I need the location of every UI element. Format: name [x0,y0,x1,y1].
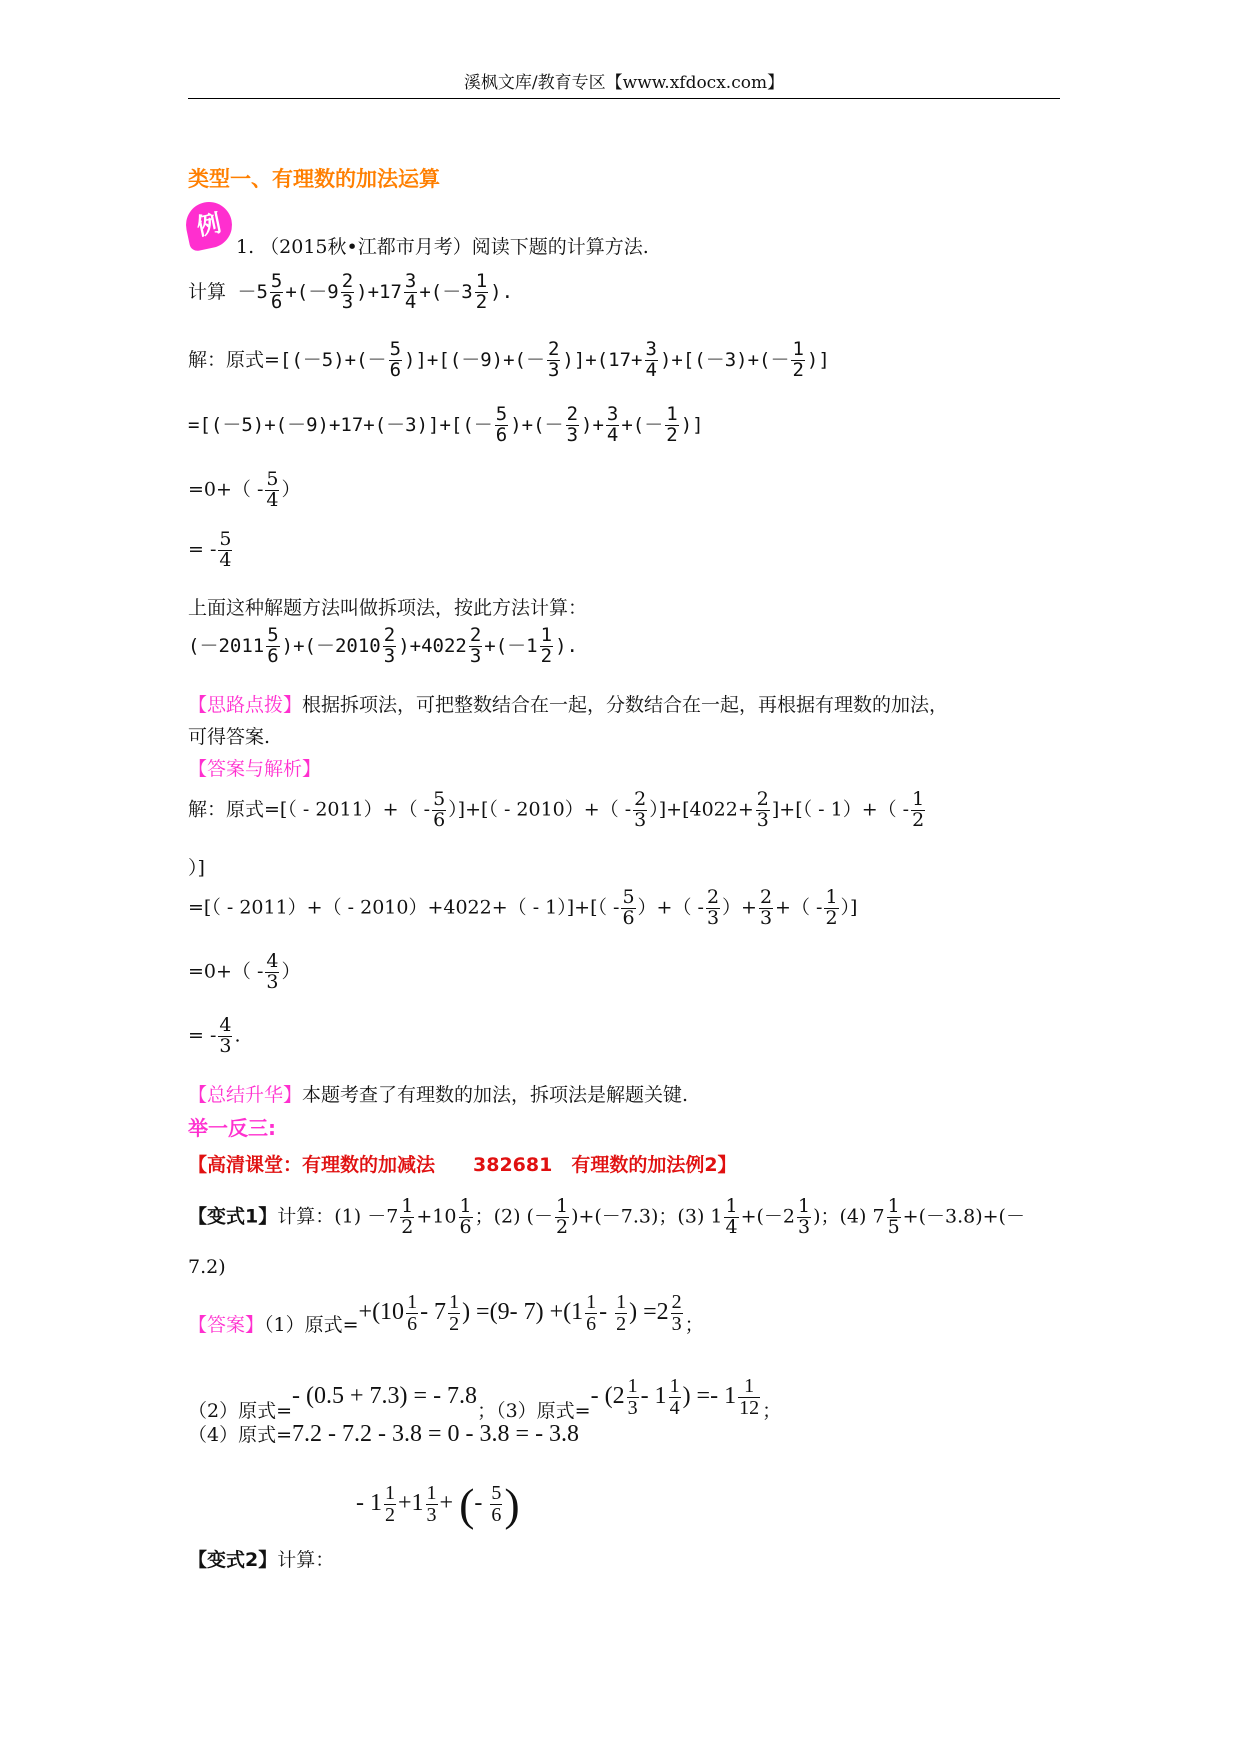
solution-line-1: 解：原式=[(－5)+(－ $\frac{5}{6}$ )]+[(－9)+(－ $\frac{2}{3}$ )]+(17+ $\frac{3}{4}$ )+[(－3)+(－ $\frac{1}{2}$ )] [188,338,830,381]
problem-intro: 1. （2015秋•江都市月考）阅读下题的计算方法. [236,236,649,258]
variant1-line-tail: 7.2) [188,1256,226,1278]
solution-line-4: = - $\frac{5}{4}$ [188,528,232,571]
page-header: 溪枫文库/教育专区【www.xfdocx.com】 [188,70,1060,99]
answer-label: 【答案与解析】 [188,758,322,780]
answer-line-4: = - $\frac{4}{3}$ . [188,1014,241,1057]
variant1-line: 【变式1】计算：(1) －7 $\frac{1}{2}$ +10 $\frac{1}{6}$ ；(2) (－ $\frac{1}{2}$ )+(－7.3)；(3) 1 $\frac{1}{4}$ +(－2 $\frac{1}{3}$ )；(4) 7 $\frac{1}{5}$ +(－3.8)+(－ [188,1195,1025,1238]
variant1-answer-2-3: （2）原式=- (0.5 + 7.3) = - 7.8；（3）原式=- (2 $\frac{1}{3}$ - 1 $\frac{1}{4}$ ) =- 1 $\frac{1}{12}$ ； [188,1375,782,1423]
solution-line-2: =[(－5)+(－9)+17+(－3)]+[(－ $\frac{5}{6}$ )+(－ $\frac{2}{3}$ )+ $\frac{3}{4}$ +(－ $\frac{1}{2}$ )] [188,403,704,446]
section-title: 类型一、有理数的加法运算 [188,167,440,191]
hint-line: 【思路点拨】根据拆项法，可把整数结合在一起，分数结合在一起，再根据有理数的加法， [188,694,949,716]
variant1-answer-4: （4）原式=7.2 - 7.2 - 3.8 = 0 - 3.8 = - 3.8 [188,1421,580,1447]
variant2-expression: - 1 $\frac{1}{2}$ +1 $\frac{1}{3}$ + (- $\frac{5}{6}$ ) [356,1479,520,1530]
variant2-line: 【变式2】计算： [188,1549,335,1571]
hint-line-2: 可得答案. [188,726,271,748]
answer-line-2: =[（ - 2011）+（ - 2010）+4022+（ - 1）]+[（ - $\frac{5}{6}$ ）+（ - $\frac{2}{3}$ ）+ $\frac{2}{3}$ +（ - $\frac{1}{2}$ ）] [188,886,858,929]
answer-line-1-tail: ）] [188,857,205,879]
practice-title: 举一反三: [188,1116,276,1140]
solution-line-3: =0+（ - $\frac{5}{4}$ ） [188,468,301,511]
method-text: 上面这种解题方法叫做拆项法，按此方法计算： [188,597,588,619]
task-expression: (－2011 $\frac{5}{6}$ )+(－2010 $\frac{2}{3}$ )+4022 $\frac{2}{3}$ +(－1 $\frac{1}{2}$ ). [188,624,578,667]
answer-line-1: 解：原式=[（ - 2011）+（ - $\frac{5}{6}$ ）]+[（ - 2010）+（ - $\frac{2}{3}$ ）]+[4022+ $\frac{2}{3}$ ]+[（ - 1）+（ - $\frac{1}{2}$ [188,788,925,831]
variant1-answer-1: 【答案】（1）原式=+(10 $\frac{1}{6}$ - 7 $\frac{1}{2}$ ) =(9- 7) +(1 $\frac{1}{6}$ - $\frac{1}{2}$ ) =2 $\frac{2}{3}$ ； [188,1291,704,1337]
course-link[interactable]: 【高清课堂：有理数的加减法 382681 有理数的加法例2】 [188,1154,737,1176]
problem-expression: 计算 －5 $\frac{5}{6}$ +(－9 $\frac{2}{3}$ )+17 $\frac{3}{4}$ +(－3 $\frac{1}{2}$ ). [188,270,514,313]
answer-line-3: =0+（ - $\frac{4}{3}$ ） [188,950,301,993]
summary-line: 【总结升华】本题考查了有理数的加法，拆项法是解题关键. [188,1084,689,1106]
example-badge-icon: 例 [182,198,237,253]
